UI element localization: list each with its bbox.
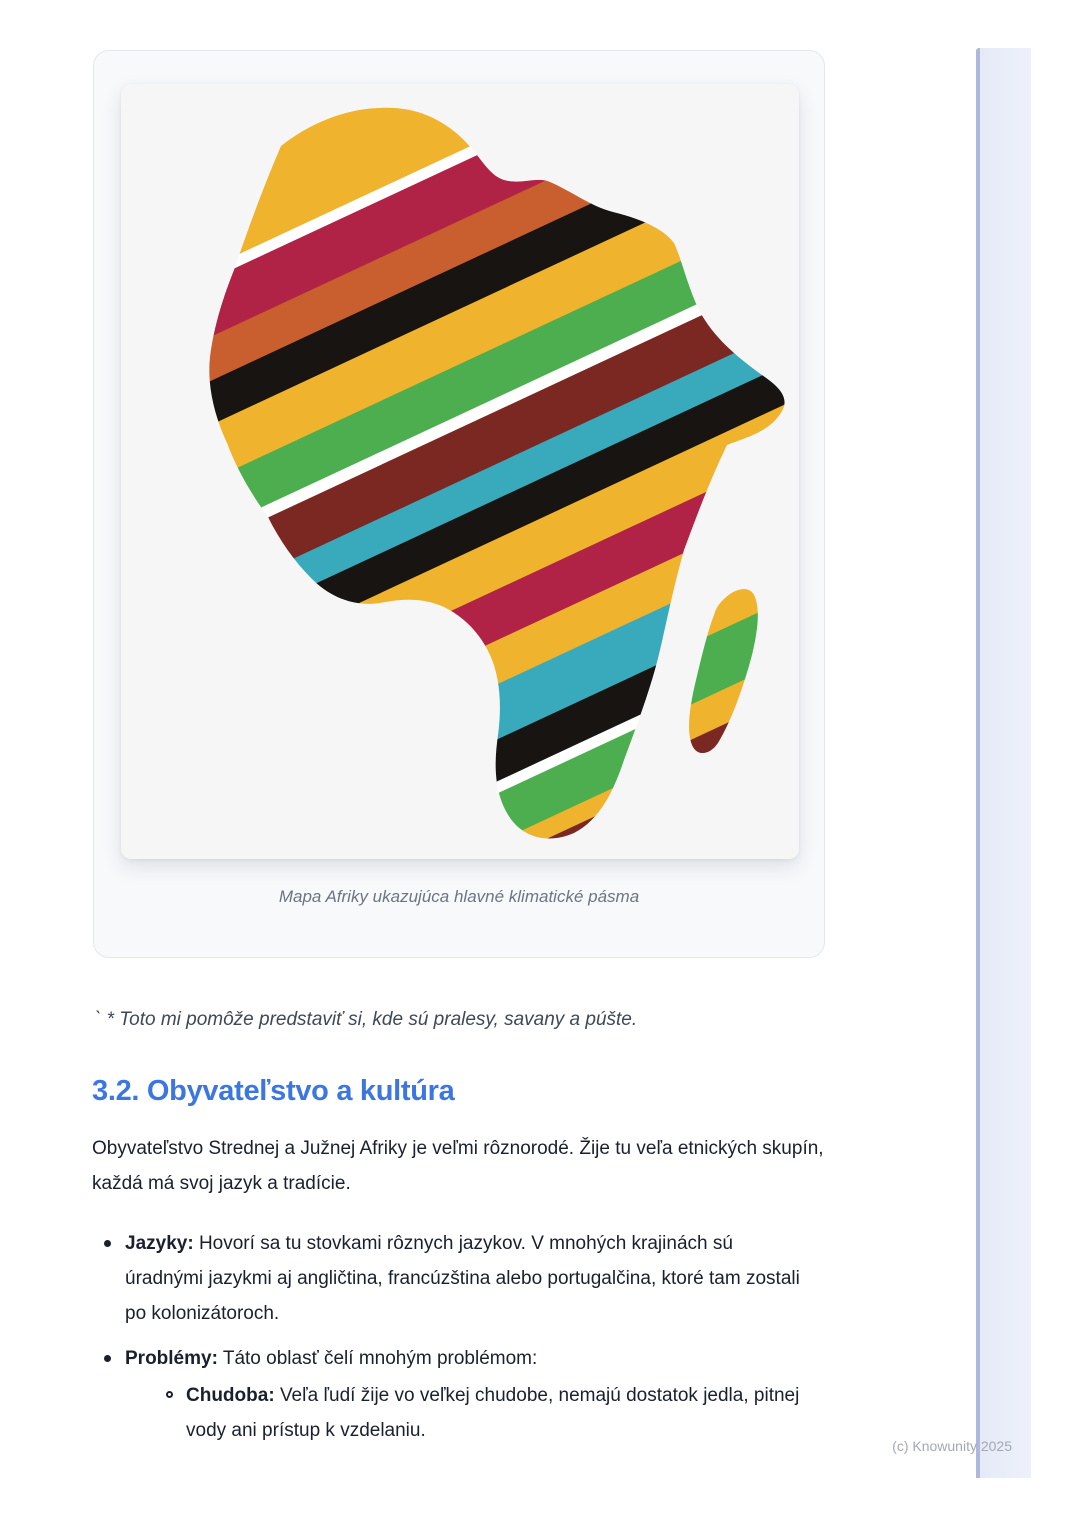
note-line: ` * Toto mi pomôže predstaviť si, kde sú pralesy, savany a púšte. — [95, 1009, 638, 1030]
intro-paragraph: Obyvateľstvo Strednej a Južnej Afriky je veľmi rôznorodé. Žije tu veľa etnických skupín, každá má svoj jazyk a tradície. — [92, 1138, 824, 1194]
list-item-lead: Chudoba: — [186, 1385, 275, 1406]
bullet-dot-icon — [104, 1240, 111, 1247]
adjacent-page-preview[interactable] — [976, 48, 1031, 1478]
section-heading: 3.2. Obyvateľstvo a kultúra — [92, 1075, 455, 1107]
list-item-jazyky — [92, 1226, 804, 1331]
copyright-footer: (c) Knowunity 2025 — [892, 1438, 1012, 1454]
list-item-lead: Jazyky: — [125, 1233, 194, 1254]
figure-caption: Mapa Afriky ukazujúca hlavné klimatické pásma — [278, 887, 640, 906]
list-item-text: Veľa ľudí žije vo veľkej chudobe, nemajú dostatok jedla, pitnej vody ani prístup k vzdelaniu. — [186, 1385, 800, 1441]
africa-map-figure — [121, 84, 799, 859]
list-item-lead: Problémy: — [125, 1348, 218, 1369]
bullet-dot-icon — [104, 1355, 111, 1362]
topic-list — [92, 1226, 804, 1458]
list-item-chudoba — [125, 1378, 804, 1448]
africa-striped-map-icon — [121, 84, 799, 859]
list-item-text: Hovorí sa tu stovkami rôznych jazykov. V mnohých krajinách sú úradnými jazykmi aj angličtina, francúzština alebo portugalčina, ktoré tam zostali po kolonizátoroch. — [125, 1233, 800, 1324]
figure-card — [93, 50, 825, 958]
list-item-problemy — [92, 1341, 804, 1448]
bullet-circle-icon — [166, 1391, 173, 1398]
sub-list — [125, 1378, 804, 1448]
list-item-text: Táto oblasť čelí mnohým problémom: — [222, 1348, 538, 1369]
